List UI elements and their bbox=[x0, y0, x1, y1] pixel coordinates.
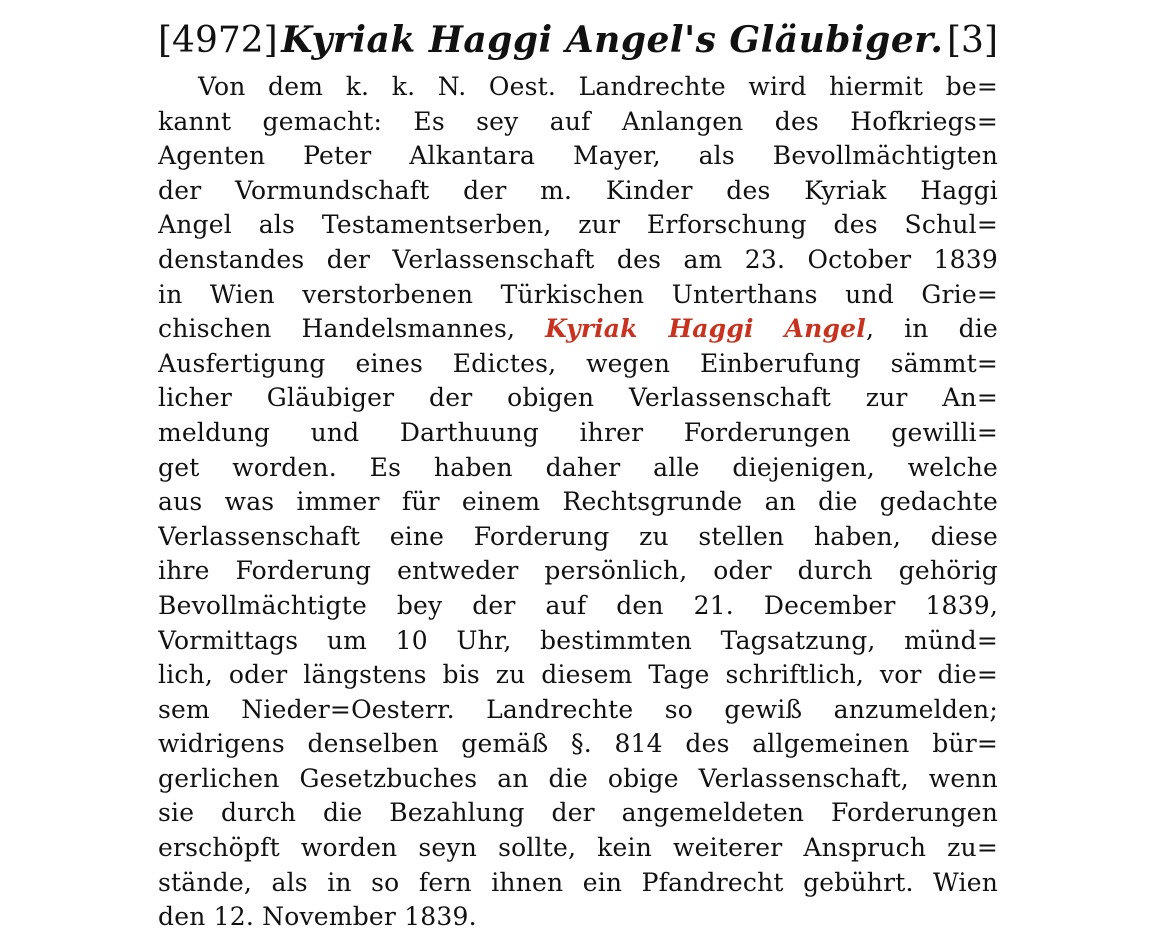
text-line: licher Gläubiger der obigen Verlassenschaft zur An= bbox=[158, 383, 998, 413]
text-line: denstandes der Verlassenschaft des am 23. October 1839 bbox=[158, 244, 998, 274]
text-line: stände, als in so fern ihnen ein Pfandrecht gebührt. Wien bbox=[158, 867, 998, 897]
text-line: Agenten Peter Alkantara Mayer, als Bevollmächtigten bbox=[158, 141, 998, 171]
text-line-final: den 12. November 1839. bbox=[158, 902, 477, 932]
notice-body bbox=[158, 70, 998, 935]
text-line-with-highlight bbox=[158, 312, 998, 347]
text-line: Verlassenschaft eine Forderung zu stellen haben, diese bbox=[158, 521, 998, 551]
notice-reference-number: [4972] bbox=[158, 20, 278, 61]
text-segment: chischen Handelsmannes, bbox=[158, 314, 516, 344]
notice-insertion-count: [3] bbox=[947, 20, 998, 61]
text-line: widrigens denselben gemäß §. 814 des allgemeinen bür= bbox=[158, 729, 998, 759]
text-line: meldung und Darthuung ihrer Forderungen gewilli= bbox=[158, 417, 998, 447]
text-line: kannt gemacht: Es sey auf Anlangen des Hofkriegs= bbox=[158, 106, 998, 136]
text-line: Angel als Testamentserben, zur Erforschung des Schul= bbox=[158, 210, 998, 240]
notice-title: Kyriak Haggi Angel's Gläubiger. bbox=[281, 19, 944, 61]
text-line: der Vormundschaft der m. Kinder des Kyriak Haggi bbox=[158, 175, 998, 205]
text-line: sem Nieder=Oesterr. Landrechte so gewiß anzumelden; bbox=[158, 694, 998, 724]
text-line: ihre Forderung entweder persönlich, oder durch gehörig bbox=[158, 556, 998, 586]
document-page bbox=[158, 12, 998, 935]
text-line: erschöpft worden seyn sollte, kein weiterer Anspruch zu= bbox=[158, 833, 998, 863]
text-line: Vormittags um 10 Uhr, bestimmten Tagsatzung, münd= bbox=[158, 625, 998, 655]
text-line: Von dem k. k. N. Oest. Landrechte wird hiermit be= bbox=[198, 72, 998, 101]
text-line: in Wien verstorbenen Türkischen Unterthans und Grie= bbox=[158, 279, 998, 309]
highlighted-name: Kyriak Haggi Angel bbox=[545, 314, 866, 344]
text-line: aus was immer für einem Rechtsgrunde an die gedachte bbox=[158, 487, 998, 517]
text-line: Bevollmächtigte bey der auf den 21. December 1839, bbox=[158, 590, 998, 620]
text-line: get worden. Es haben daher alle diejenigen, welche bbox=[158, 452, 998, 482]
text-line: lich, oder längstens bis zu diesem Tage schriftlich, vor die= bbox=[158, 660, 998, 690]
text-line: Ausfertigung eines Edictes, wegen Einberufung sämmt= bbox=[158, 348, 998, 378]
notice-header bbox=[158, 12, 998, 68]
text-segment: , in die bbox=[865, 314, 998, 344]
text-line: gerlichen Gesetzbuches an die obige Verlassenschaft, wenn bbox=[158, 763, 998, 793]
text-line: sie durch die Bezahlung der angemeldeten Forderungen bbox=[158, 798, 998, 828]
